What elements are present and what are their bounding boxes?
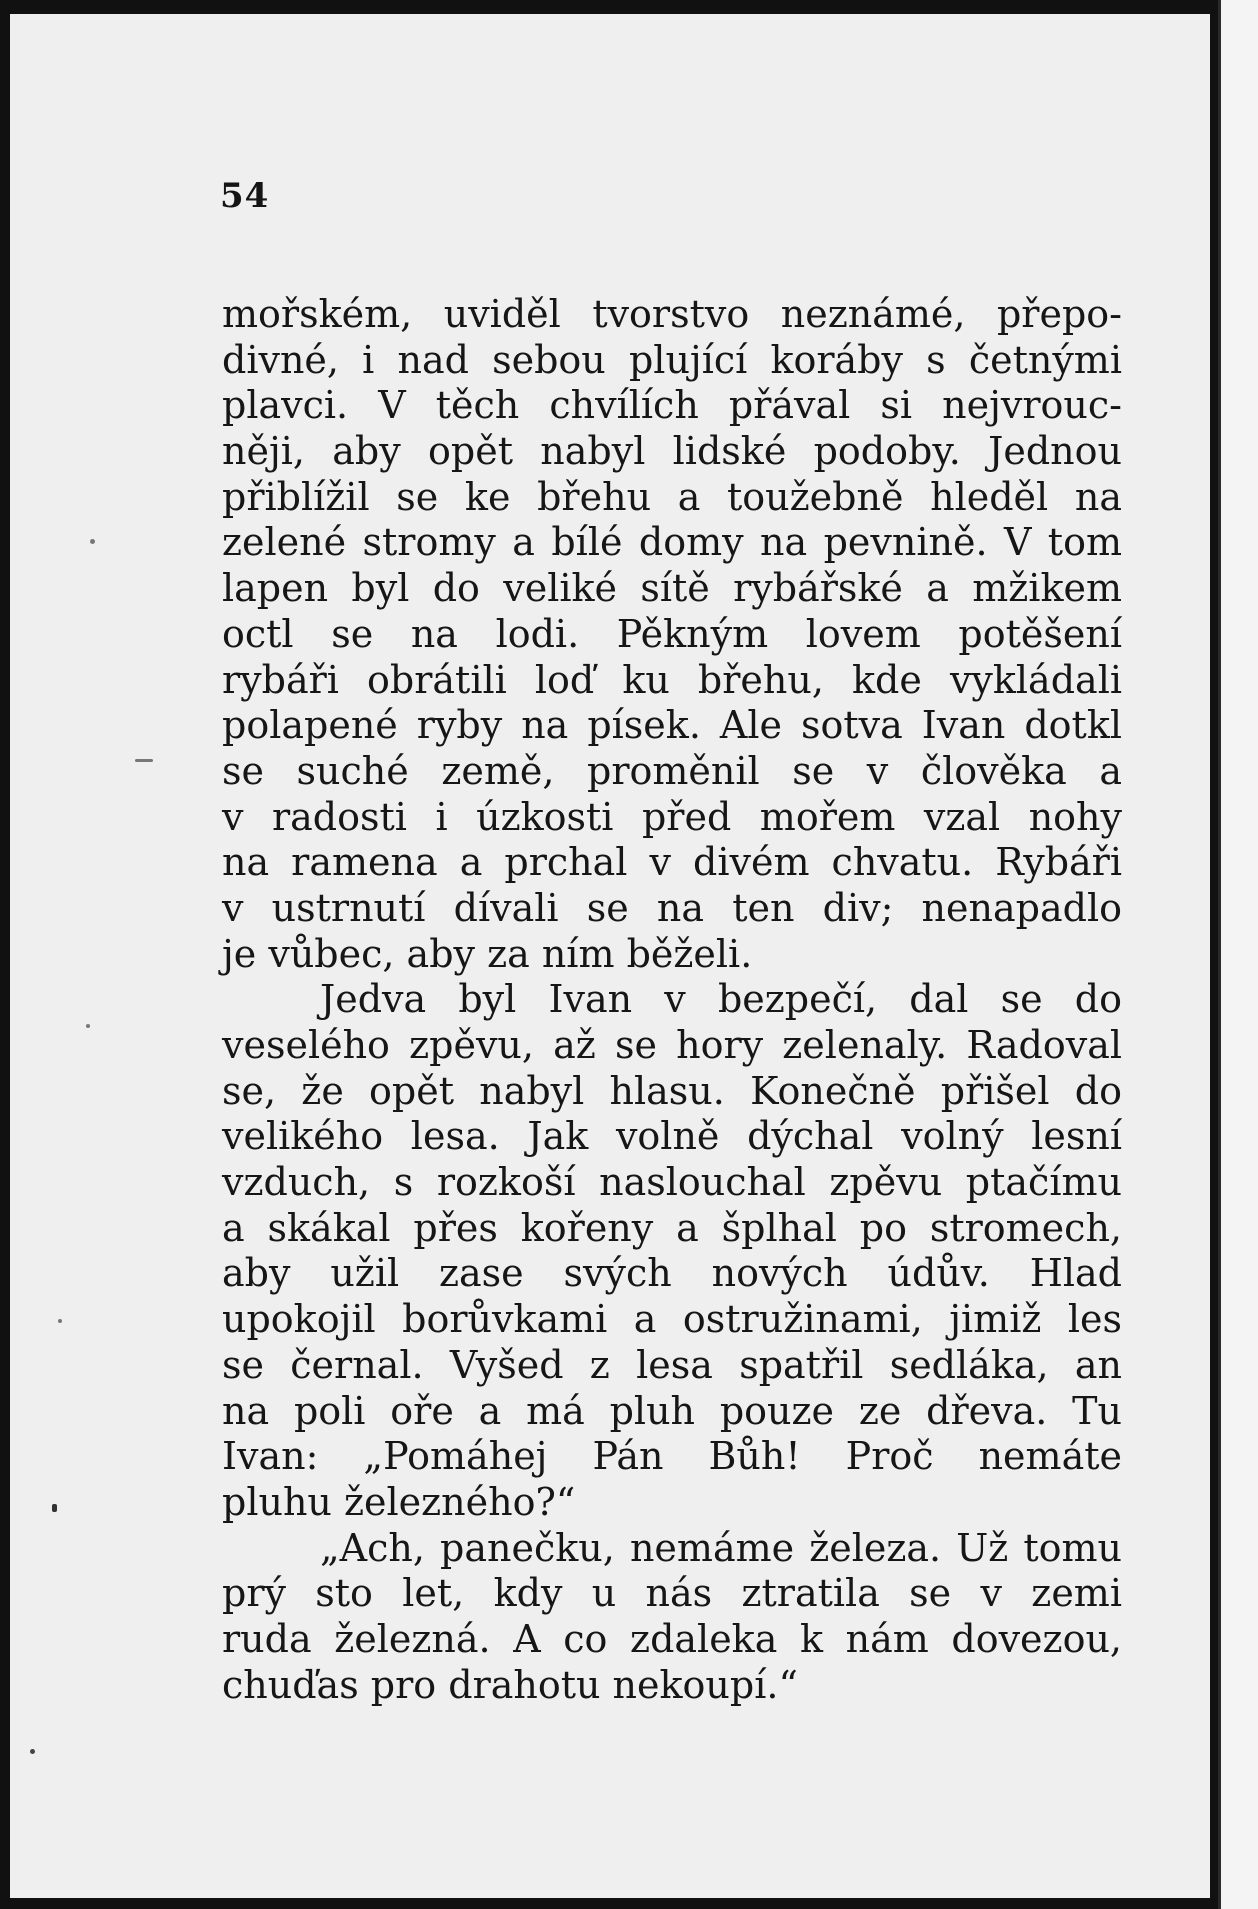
text-line: a skákal přes kořeny a šplhal po stromech, (222, 1205, 1122, 1250)
text-line: na poli oře a má pluh pouze ze dřeva. Tu (222, 1388, 1122, 1433)
adjacent-page-edge (1218, 0, 1258, 1909)
text-line: polapené ryby na písek. Ale sotva Ivan dotkl (222, 703, 1122, 748)
text-line: na ramena a prchal v divém chvatu. Rybáři (222, 840, 1122, 885)
text-line: se suché země, proměnil se v člověka a (222, 748, 1122, 793)
text-line: veselého zpěvu, až se hory zelenaly. Radoval (222, 1023, 1122, 1067)
text-line: rybáři obrátili loď ku břehu, kde vykládali (222, 657, 1122, 702)
text-line: přiblížil se ke břehu a toužebně hleděl na (222, 474, 1122, 519)
text-line: zelené stromy a bílé domy na pevnině. V tom (222, 520, 1122, 565)
paragraph-3 (222, 1526, 1122, 1709)
text-line: v radosti i úzkosti před mořem vzal nohy (222, 794, 1122, 839)
text-line: chuďas pro drahotu nekoupí.“ (222, 1662, 798, 1707)
paper-speck (52, 1504, 57, 1512)
text-line: octl se na lodi. Pěkným lovem potěšení (222, 611, 1122, 656)
text-line: Ivan: „Pomáhej Pán Bůh! Proč nemáte (222, 1434, 1122, 1479)
text-line: velikého lesa. Jak volně dýchal volný lesní (222, 1114, 1122, 1159)
paragraph-2 (222, 977, 1122, 1525)
text-line: ruda železná. A co zdaleka k nám dovezou, (222, 1616, 1122, 1661)
text-line: něji, aby opět nabyl lidské podoby. Jednou (222, 429, 1122, 474)
text-line: upokojil borůvkami a ostružinami, jimiž les (222, 1297, 1122, 1342)
text-line: lapen byl do veliké sítě rybářské a mžikem (222, 566, 1122, 611)
paragraph-1 (222, 292, 1122, 977)
text-line: v ustrnutí dívali se na ten div; nenapadlo (222, 885, 1122, 930)
paper-speck (58, 1319, 62, 1323)
text-line: mořském, uviděl tvorstvo neznámé, přepo- (222, 292, 1122, 336)
text-line: pluhu železného?“ (222, 1479, 576, 1524)
text-line: plavci. V těch chvílích přával si nejvrouc- (222, 383, 1122, 428)
body-text (222, 292, 1122, 1708)
text-line: vzduch, s rozkoší naslouchal zpěvu ptačímu (222, 1160, 1122, 1205)
text-line: je vůbec, aby za ním běželi. (222, 931, 753, 976)
page-number: 54 (220, 176, 270, 216)
text-line: prý sto let, kdy u nás ztratila se v zemi (222, 1571, 1122, 1616)
text-line: aby užil zase svých nových údův. Hlad (222, 1251, 1122, 1296)
paper-speck (90, 539, 95, 544)
text-line: se, že opět nabyl hlasu. Konečně přišel do (222, 1068, 1122, 1113)
text-line: „Ach, panečku, nemáme železa. Už tomu (320, 1525, 1122, 1570)
paper-speck (86, 1024, 90, 1028)
paper-speck (30, 1749, 35, 1754)
text-line: se černal. Vyšed z lesa spatřil sedláka, an (222, 1342, 1122, 1387)
book-page (10, 14, 1210, 1898)
text-line: divné, i nad sebou plující koráby s četnými (222, 337, 1122, 382)
paper-speck (135, 759, 153, 762)
text-line: Jedva byl Ivan v bezpečí, dal se do (320, 977, 1122, 1022)
